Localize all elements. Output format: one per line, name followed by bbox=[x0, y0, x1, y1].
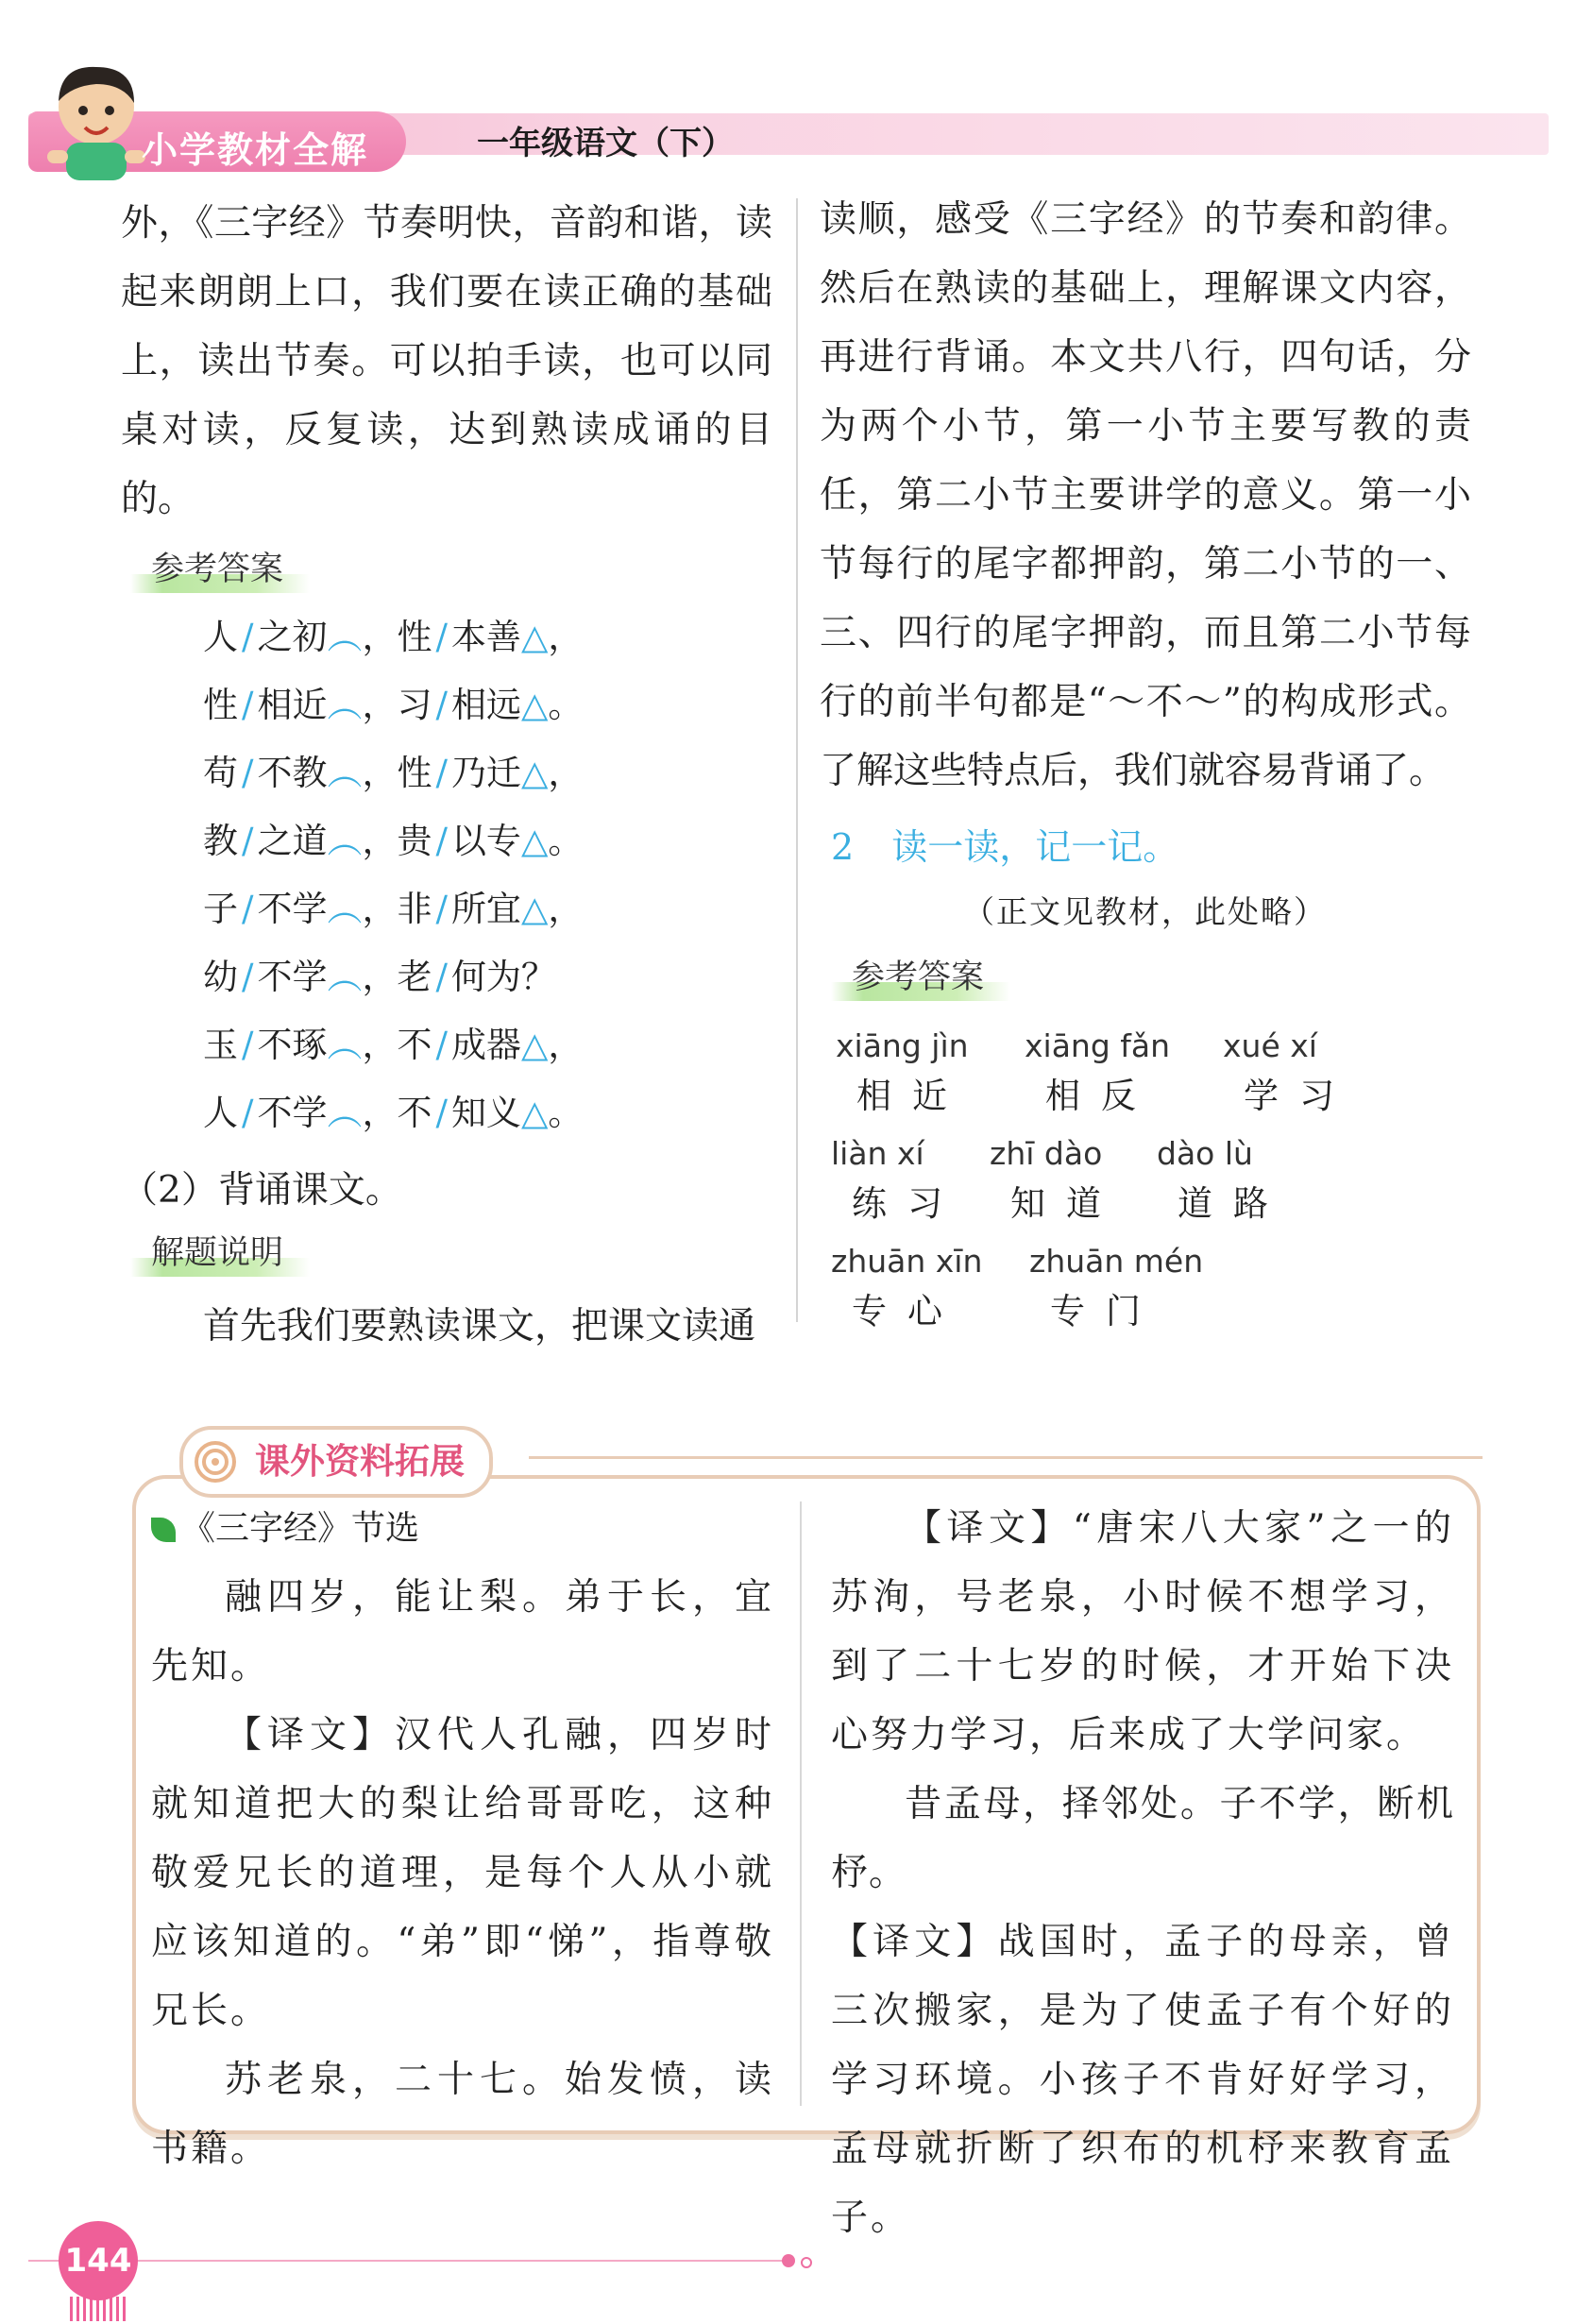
verse-text: 不学 bbox=[257, 1093, 328, 1133]
footer-ring bbox=[801, 2257, 812, 2268]
pause-mark-icon: / bbox=[435, 685, 448, 725]
left-paragraph-2: 首先我们要熟读课文，把课文读通 bbox=[203, 1305, 756, 1348]
pause-mark-icon: / bbox=[435, 889, 448, 929]
pause-mark-icon: / bbox=[242, 889, 254, 929]
box-right-para-1: 【译文】“唐宋八大家”之一的苏洵，号老泉，小时候不想学习，到了二十七岁的时候，才开始下决心努力学习，后来成了大学问家。 bbox=[831, 1507, 1454, 1756]
box-left-para-2: 【译文】汉代人孔融，四岁时就知道把大的梨让给哥哥吃，这种敬爱兄长的道理，是每个人从小就应该知道的。“弟”即“悌”，指尊敬兄长。 bbox=[151, 1714, 774, 2032]
verse-text: ，习 bbox=[362, 685, 432, 725]
short-pause-icon: ︵ bbox=[327, 685, 363, 725]
rhyme-mark-icon: △ bbox=[520, 685, 549, 725]
pause-mark-icon: / bbox=[242, 685, 254, 725]
mascot-icon bbox=[28, 52, 161, 184]
word: 知道 bbox=[1010, 1183, 1122, 1224]
pause-mark-icon: / bbox=[435, 1025, 448, 1065]
short-pause-icon: ︵ bbox=[327, 1093, 363, 1133]
right-column bbox=[820, 185, 1471, 806]
verse-text: ， bbox=[548, 753, 584, 793]
word: 道路 bbox=[1178, 1183, 1289, 1224]
footer-rule bbox=[28, 2260, 784, 2262]
box-right-column bbox=[831, 1494, 1454, 2252]
box-title-rule bbox=[529, 1456, 1483, 1459]
verse-text: 。 bbox=[548, 1093, 584, 1133]
pause-mark-icon: / bbox=[242, 753, 254, 793]
verse-line bbox=[203, 1016, 583, 1067]
short-pause-icon: ︵ bbox=[327, 821, 363, 861]
right-paragraph-1: 读顺，感受《三字经》的节奏和韵律。然后在熟读的基础上，理解课文内容，再进行背诵。本文共八行，四句话，分为两个小节，第一小节主要写教的责任，第二小节主要讲学的意义。第一小节每行的尾字都押韵，第二小节的一、三、四行的尾字押韵，而且第二小节每行的前半句都是“～不～”的构成形式。了解这些特点后，我们就容易背诵了。 bbox=[820, 198, 1471, 792]
verse-text: ，不 bbox=[362, 1025, 432, 1065]
verse-text: ， bbox=[548, 617, 584, 657]
pause-mark-icon: / bbox=[435, 753, 448, 793]
rhyme-mark-icon: △ bbox=[520, 753, 549, 793]
verse-text: 玉 bbox=[203, 1025, 238, 1065]
pinyin: dào lù bbox=[1157, 1135, 1253, 1172]
verse-text: ， bbox=[548, 889, 584, 929]
verse-text: 人 bbox=[203, 617, 238, 657]
verse-text: 。 bbox=[548, 685, 584, 725]
textbook-note: （正文见教材，此处略） bbox=[963, 893, 1327, 930]
word: 相近 bbox=[856, 1076, 968, 1116]
box-title: 课外资料拓展 bbox=[179, 1426, 493, 1498]
spiral-icon bbox=[193, 1439, 238, 1484]
box-left-para-1: 融四岁，能让梨。弟于长，宜先知。 bbox=[151, 1576, 774, 1688]
column-divider bbox=[796, 198, 798, 1322]
short-pause-icon: ︵ bbox=[327, 1025, 363, 1065]
verse-text: 相远 bbox=[450, 685, 521, 725]
left-column bbox=[121, 189, 772, 534]
box-left-column bbox=[151, 1494, 774, 2183]
verse-text: ，性 bbox=[362, 753, 432, 793]
word: 相反 bbox=[1045, 1076, 1157, 1116]
pause-mark-icon: / bbox=[435, 957, 448, 997]
pause-mark-icon: / bbox=[242, 821, 254, 861]
verse-text: 人 bbox=[203, 1093, 238, 1133]
verse-text: ， bbox=[548, 1025, 584, 1065]
word: 专门 bbox=[1050, 1291, 1161, 1332]
verse-text: 乃迁 bbox=[450, 753, 521, 793]
pause-mark-icon: / bbox=[435, 821, 448, 861]
verse-line bbox=[203, 880, 583, 931]
verse-text: 之初 bbox=[257, 617, 328, 657]
left-paragraph-1: 外，《三字经》节奏明快，音韵和谐，读起来朗朗上口，我们要在读正确的基础上，读出节奏。可以拍手读，也可以同桌对读，反复读，达到熟读成诵的目的。 bbox=[121, 202, 772, 520]
pinyin: liàn xí bbox=[831, 1135, 924, 1172]
verse-text: ，老 bbox=[362, 957, 432, 997]
verse-text: ，非 bbox=[362, 889, 432, 929]
box-left-para-3: 苏老泉，二十七。始发愤，读书籍。 bbox=[151, 2059, 774, 2170]
item-2: （2）背诵课文。 bbox=[121, 1169, 402, 1212]
question-2-number: 2 bbox=[831, 826, 855, 868]
verse-text: ，性 bbox=[362, 617, 432, 657]
verse-text: 所宜 bbox=[450, 889, 521, 929]
box-divider bbox=[800, 1501, 802, 2106]
box-subtitle-text: 《三字经》节选 bbox=[181, 1509, 420, 1548]
pause-mark-icon: / bbox=[242, 617, 254, 657]
pause-mark-icon: / bbox=[435, 617, 448, 657]
box-subtitle bbox=[151, 1494, 774, 1563]
verse-text: 。 bbox=[548, 821, 584, 861]
verse-text: 何为？ bbox=[450, 957, 556, 997]
verse-text: 性 bbox=[203, 685, 238, 725]
short-pause-icon: ︵ bbox=[327, 957, 363, 997]
rhyme-mark-icon: △ bbox=[520, 889, 549, 929]
verse-text: 相近 bbox=[257, 685, 328, 725]
answer-tag-2 bbox=[831, 954, 1010, 1001]
page-stripes bbox=[70, 2297, 128, 2321]
verse-line bbox=[203, 608, 583, 659]
verse-line bbox=[203, 744, 583, 795]
verse-text: 不琢 bbox=[257, 1025, 328, 1065]
verse-line bbox=[203, 676, 583, 727]
explain-tag bbox=[130, 1230, 310, 1277]
verse-text: 以专 bbox=[450, 821, 521, 861]
box-right-para-3: 【译文】战国时，孟子的母亲，曾三次搬家，是为了使孟子有个好的学习环境。小孩子不肯好好学习，孟母就折断了织布的机杼来教育孟子。 bbox=[831, 1921, 1454, 2239]
verse-line bbox=[203, 1084, 583, 1135]
verse-text: 之道 bbox=[257, 821, 328, 861]
pinyin: zhuān mén bbox=[1029, 1243, 1204, 1280]
verse-text: 成器 bbox=[450, 1025, 521, 1065]
leaf-icon bbox=[151, 1518, 176, 1542]
verse-text: 苟 bbox=[203, 753, 238, 793]
brand-title: 小学教材全解 bbox=[142, 129, 369, 171]
answer-tag-1 bbox=[130, 546, 310, 593]
pause-mark-icon: / bbox=[242, 1025, 254, 1065]
verse-line bbox=[203, 948, 556, 999]
box-right-para-2: 昔孟母，择邻处。子不学，断机杼。 bbox=[831, 1783, 1454, 1894]
rhyme-mark-icon: △ bbox=[520, 617, 549, 657]
rhyme-mark-icon: △ bbox=[520, 1093, 549, 1133]
question-2-text: 读一读，记一记。 bbox=[891, 826, 1179, 868]
verse-line bbox=[203, 812, 583, 863]
short-pause-icon: ︵ bbox=[327, 617, 363, 657]
rhyme-mark-icon: △ bbox=[520, 821, 549, 861]
verse-text: 不学 bbox=[257, 889, 328, 929]
word: 练习 bbox=[852, 1183, 963, 1224]
verse-text: 不教 bbox=[257, 753, 328, 793]
word: 专心 bbox=[852, 1291, 963, 1332]
pause-mark-icon: / bbox=[242, 957, 254, 997]
pause-mark-icon: / bbox=[435, 1093, 448, 1133]
short-pause-icon: ︵ bbox=[327, 889, 363, 929]
verse-text: ，不 bbox=[362, 1093, 432, 1133]
footer-dot bbox=[782, 2254, 795, 2267]
verse-text: 知义 bbox=[450, 1093, 521, 1133]
verse-text: ，贵 bbox=[362, 821, 432, 861]
answer-tag-2-label: 参考答案 bbox=[831, 954, 1010, 1001]
short-pause-icon: ︵ bbox=[327, 753, 363, 793]
question-2 bbox=[831, 818, 1178, 870]
pause-mark-icon: / bbox=[242, 1093, 254, 1133]
verse-text: 幼 bbox=[203, 957, 238, 997]
verse-text: 子 bbox=[203, 889, 238, 929]
verse-text: 教 bbox=[203, 821, 238, 861]
pinyin: zhuān xīn bbox=[831, 1243, 983, 1280]
pinyin: xiāng fǎn bbox=[1025, 1027, 1171, 1064]
answer-tag-label: 参考答案 bbox=[130, 546, 310, 593]
pinyin: xiāng jìn bbox=[836, 1027, 969, 1064]
word: 学习 bbox=[1244, 1076, 1355, 1116]
pinyin: xué xí bbox=[1223, 1027, 1317, 1064]
rhyme-mark-icon: △ bbox=[520, 1025, 549, 1065]
verse-text: 本善 bbox=[450, 617, 521, 657]
grade-title: 一年级语文（下） bbox=[477, 125, 734, 162]
pinyin: zhī dào bbox=[990, 1135, 1103, 1172]
explain-tag-label: 解题说明 bbox=[130, 1230, 310, 1277]
verse-text: 不学 bbox=[257, 957, 328, 997]
page-number: 144 bbox=[59, 2221, 138, 2300]
